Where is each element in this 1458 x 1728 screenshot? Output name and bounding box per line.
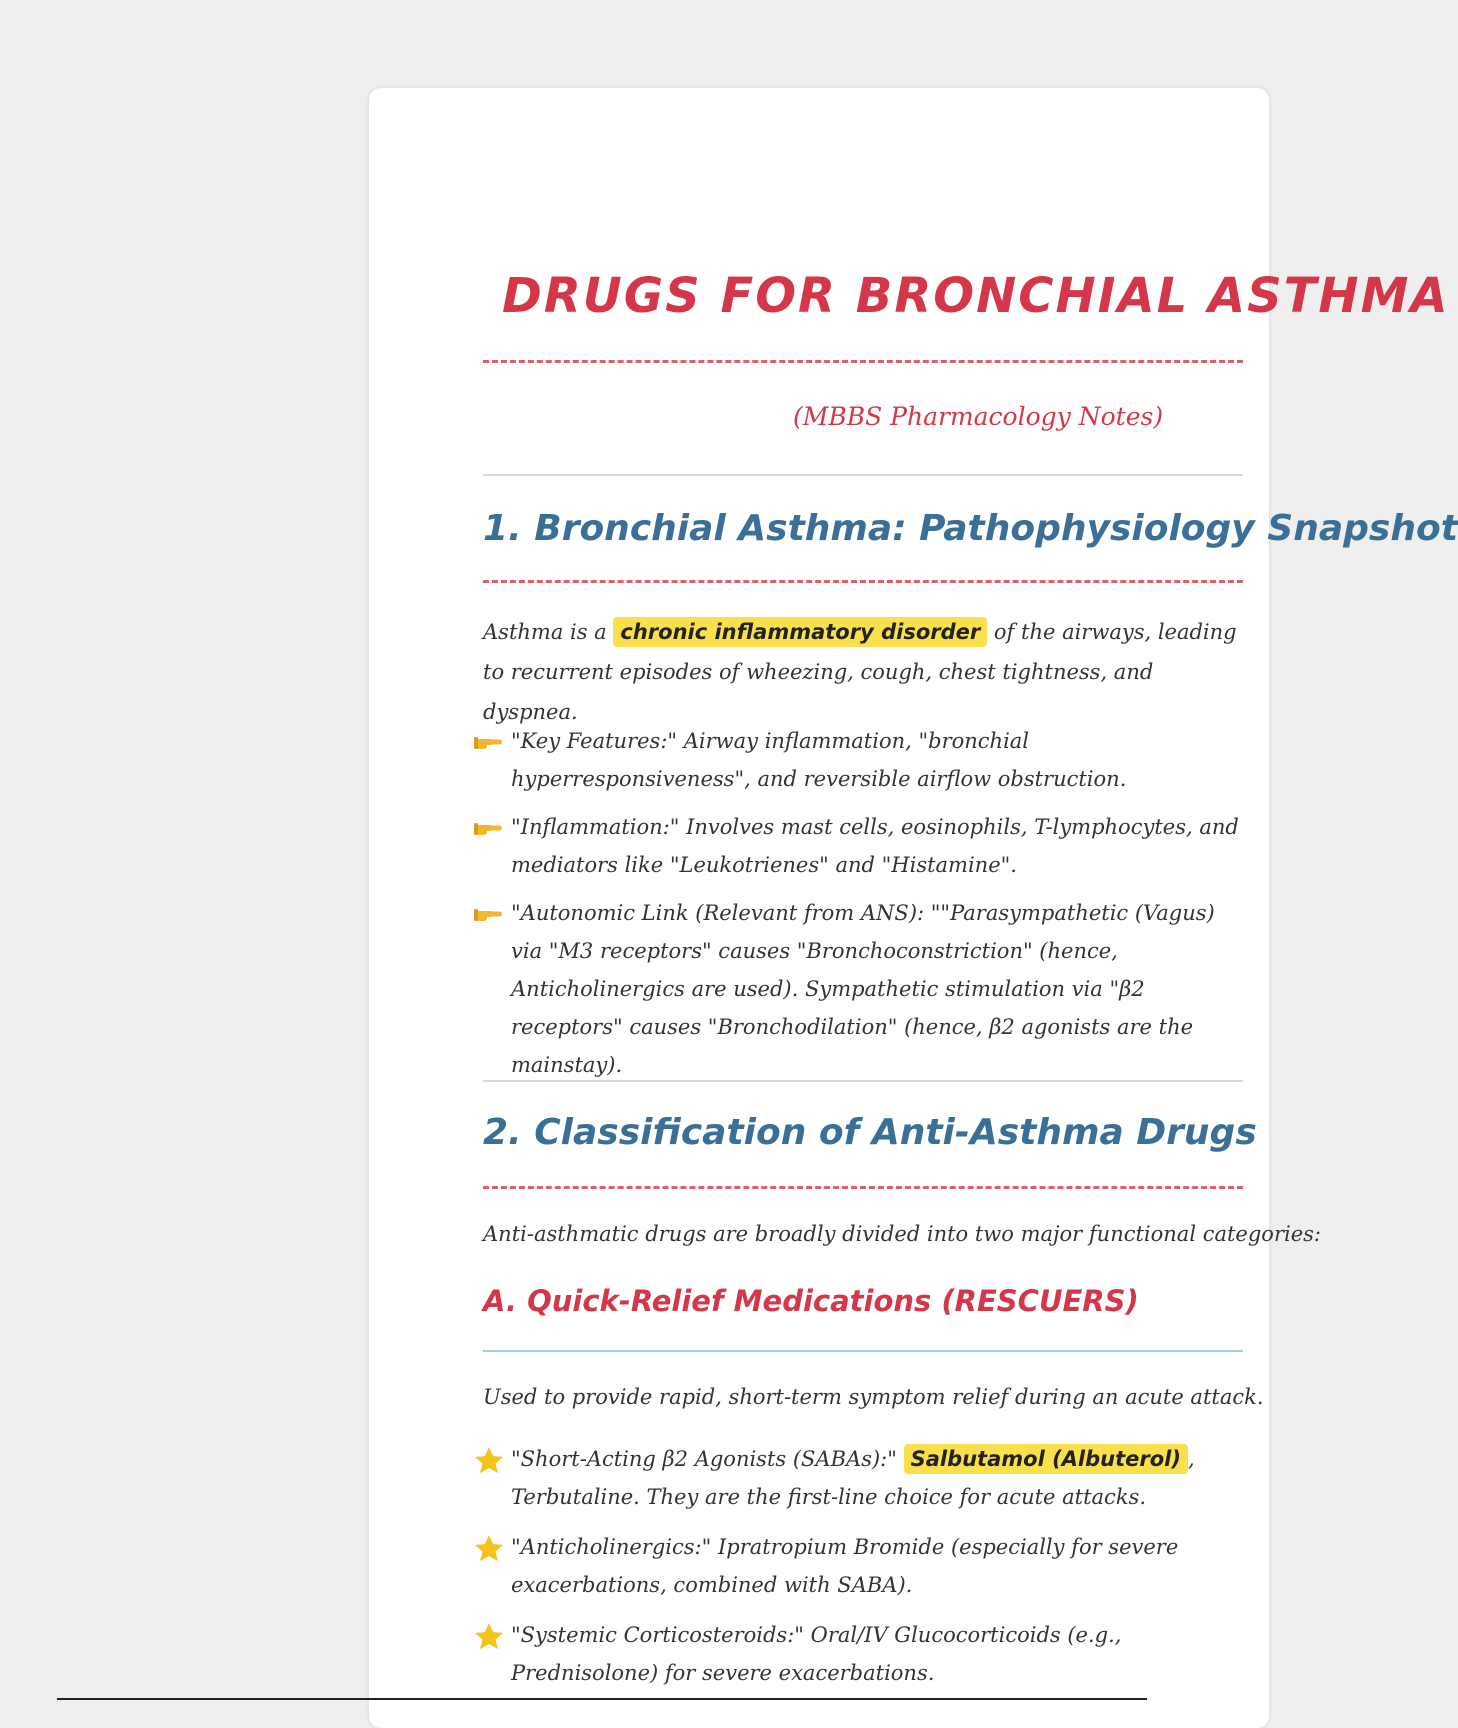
subsection-a-heading: A. Quick-Relief Medications (RESCUERS) bbox=[483, 1284, 1139, 1318]
title-divider bbox=[483, 360, 1243, 363]
section-1-heading: 1. Bronchial Asthma: Pathophysiology Snapshot bbox=[483, 508, 1458, 549]
intro-text-before: Asthma is a bbox=[483, 620, 614, 644]
sabas-text-before: "Short-Acting β2 Agonists (SABAs):" bbox=[511, 1447, 904, 1471]
highlight-salbutamol: Salbutamol (Albuterol) bbox=[904, 1444, 1188, 1474]
star-icon bbox=[473, 1622, 505, 1650]
subsection-a-intro: Used to provide rapid, short-term symptom relief during an acute attack. bbox=[483, 1385, 1264, 1409]
section-2-divider bbox=[483, 1186, 1243, 1189]
sabas-text-after: , Terbutaline. They are the first-line choice for acute attacks. bbox=[511, 1447, 1195, 1509]
star-icon bbox=[473, 1446, 505, 1474]
bottom-border-line bbox=[57, 1698, 1147, 1700]
section-divider bbox=[483, 474, 1243, 476]
intro-text-after: of the airways, leading to recurrent episodes of wheezing, cough, chest tightness, and dyspnea. bbox=[483, 620, 1237, 724]
bullet-sabas bbox=[511, 1440, 1241, 1516]
bullet-inflammation: "Inflammation:" Involves mast cells, eosinophils, T-lymphocytes, and mediators like "Leukotrienes" and "Histamine". bbox=[511, 815, 1239, 877]
bullet-anticholinergics: "Anticholinergics:" Ipratropium Bromide (especially for severe exacerbations, combined with SABA). bbox=[511, 1535, 1179, 1597]
star-icon bbox=[473, 1534, 505, 1562]
section-2-intro: Anti-asthmatic drugs are broadly divided into two major functional categories: bbox=[483, 1222, 1321, 1246]
document-title: DRUGS FOR BRONCHIAL ASTHMA bbox=[502, 268, 1450, 324]
pointing-hand-icon bbox=[473, 814, 505, 842]
document-subtitle: (MBBS Pharmacology Notes) bbox=[793, 402, 1164, 431]
pointing-hand-icon bbox=[473, 728, 505, 756]
subsection-a-divider bbox=[483, 1350, 1243, 1352]
pointing-hand-icon bbox=[473, 900, 505, 928]
bullet-key-features: "Key Features:" Airway inflammation, "bronchial hyperresponsiveness", and reversible airflow obstruction. bbox=[511, 729, 1127, 791]
section-divider bbox=[483, 1080, 1243, 1082]
highlight-chronic-inflammatory: chronic inflammatory disorder bbox=[613, 617, 987, 647]
section-1-divider bbox=[483, 580, 1243, 583]
document-page bbox=[369, 88, 1458, 1728]
section-2-heading: 2. Classification of Anti-Asthma Drugs bbox=[483, 1112, 1257, 1153]
section-1-intro bbox=[483, 612, 1243, 732]
bullet-autonomic-link: "Autonomic Link (Relevant from ANS): ""Parasympathetic (Vagus) via "M3 receptors" causes "Bronchoconstriction" (hence, Anticholinergics are used). Sympathetic stimulation via "β2 receptors" causes "Bronchodilation" (hence, β2 agonists are the mainstay). bbox=[511, 901, 1215, 1077]
bullet-systemic-corticosteroids: "Systemic Corticosteroids:" Oral/IV Glucocorticoids (e.g., Prednisolone) for severe exacerbations. bbox=[511, 1623, 1122, 1685]
